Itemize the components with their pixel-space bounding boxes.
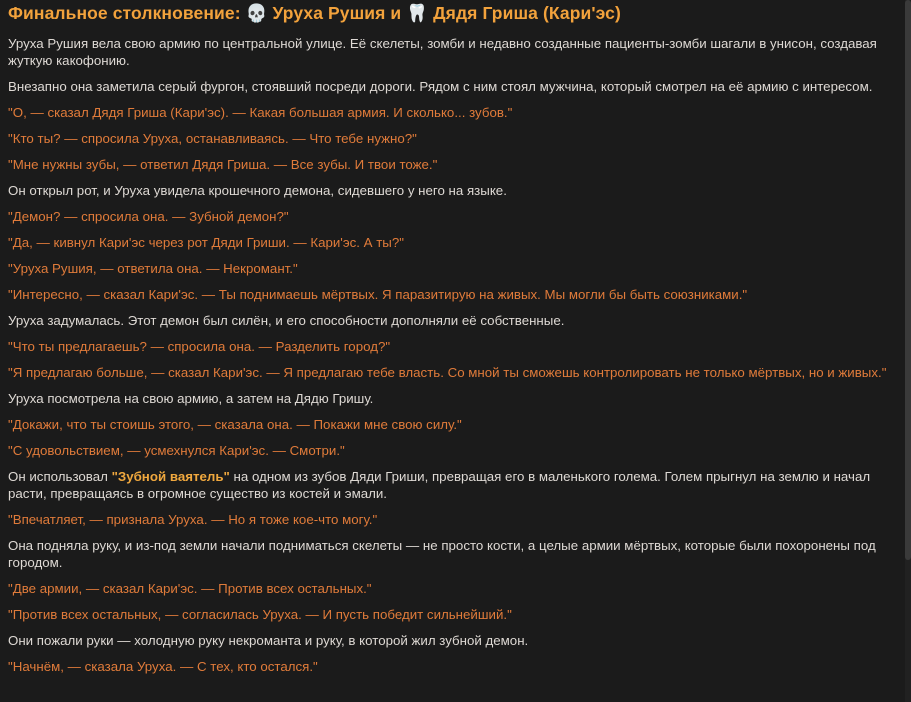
dialogue-line: "Я предлагаю больше, — сказал Кари'эс. — Я предлагаю тебе власть. Со мной ты сможешь контролировать не только мёртвых, но и живых." xyxy=(8,364,887,380)
narration-text: на одном из зубов Дяди Гриши, превращая его в маленького голема. Голем прыгнул на землю и начал расти, превращаясь в огромное существо из костей и эмали. xyxy=(8,468,871,501)
narration-paragraph: Он открыл рот, и Уруха увидела крошечного демона, сидевшего у него на языке. xyxy=(8,182,507,198)
narration-paragraph xyxy=(8,468,903,502)
page-title: Финальное столкновение: 💀 Уруха Рушия и 🦷 Дядя Гриша (Кари'эс) xyxy=(8,3,621,23)
dialogue-line: "Против всех остальных, — согласилась Уруха. — И пусть победит сильнейший." xyxy=(8,606,512,622)
dialogue-line: "Мне нужны зубы, — ответил Дядя Гриша. — Все зубы. И твои тоже." xyxy=(8,156,438,172)
narration-paragraph: Они пожали руки — холодную руку некроманта и руку, в которой жил зубной демон. xyxy=(8,632,529,648)
document-content xyxy=(8,0,903,675)
dialogue-line: "Кто ты? — спросила Уруха, останавливаясь. — Что тебе нужно?" xyxy=(8,130,417,146)
vertical-scrollbar[interactable] xyxy=(905,0,911,702)
ability-name: "Зубной ваятель" xyxy=(111,468,230,484)
dialogue-line: "Да, — кивнул Кари'эс через рот Дяди Гриши. — Кари'эс. А ты?" xyxy=(8,234,404,250)
dialogue-line: "Начнём, — сказала Уруха. — С тех, кто остался." xyxy=(8,658,318,674)
story-body xyxy=(8,35,903,675)
dialogue-line: "Докажи, что ты стоишь этого, — сказала она. — Покажи мне свою силу." xyxy=(8,416,462,432)
dialogue-line: "О, — сказал Дядя Гриша (Кари'эс). — Какая большая армия. И сколько... зубов." xyxy=(8,104,513,120)
narration-paragraph: Уруха задумалась. Этот демон был силён, и его способности дополняли её собственные. xyxy=(8,312,565,328)
dialogue-line: "Две армии, — сказал Кари'эс. — Против всех остальных." xyxy=(8,580,372,596)
dialogue-line: "С удовольствием, — усмехнулся Кари'эс. — Смотри." xyxy=(8,442,345,458)
narration-paragraph: Она подняла руку, и из-под земли начали подниматься скелеты — не просто кости, а целые армии мёртвых, которые были похоронены под городом. xyxy=(8,537,876,570)
narration-paragraph: Уруха Рушия вела свою армию по центральной улице. Её скелеты, зомби и недавно созданные пациенты-зомби шагали в унисон, создавая жуткую какофонию. xyxy=(8,35,877,68)
dialogue-line: "Демон? — спросила она. — Зубной демон?" xyxy=(8,208,289,224)
narration-paragraph: Уруха посмотрела на свою армию, а затем на Дядю Гришу. xyxy=(8,390,374,406)
dialogue-line: "Уруха Рушия, — ответила она. — Некромант." xyxy=(8,260,298,276)
narration-text: Он использовал xyxy=(8,468,112,484)
dialogue-line: "Что ты предлагаешь? — спросила она. — Разделить город?" xyxy=(8,338,391,354)
scrollbar-thumb[interactable] xyxy=(905,0,911,560)
dialogue-line: "Впечатляет, — признала Уруха. — Но я тоже кое-что могу." xyxy=(8,511,378,527)
narration-paragraph: Внезапно она заметила серый фургон, стоявший посреди дороги. Рядом с ним стоял мужчина, который смотрел на её армию с интересом. xyxy=(8,78,873,94)
dialogue-line: "Интересно, — сказал Кари'эс. — Ты поднимаешь мёртвых. Я паразитирую на живых. Мы могли бы быть союзниками." xyxy=(8,286,748,302)
